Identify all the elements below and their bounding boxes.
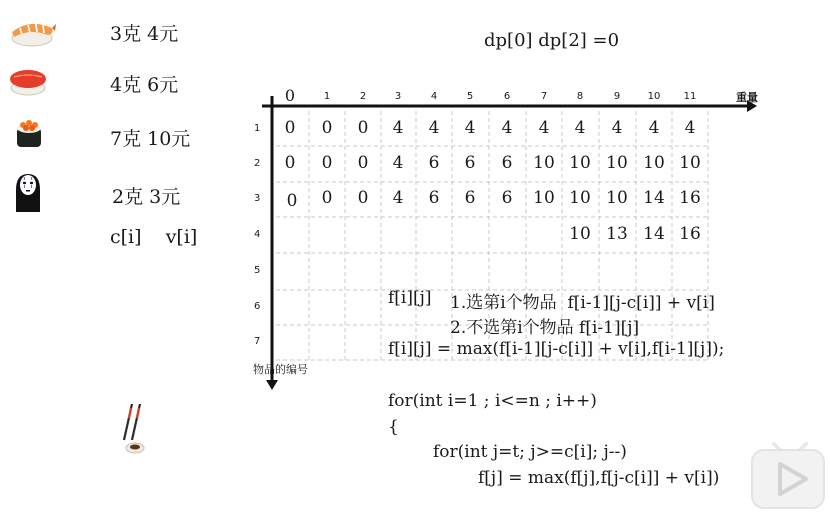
row-header: 5 <box>254 265 261 276</box>
column-header: 11 <box>683 91 697 102</box>
dp-cell: 0 <box>357 153 369 173</box>
dp-cell: 0 <box>321 188 333 208</box>
dp-cell: 4 <box>648 118 660 138</box>
dp-cell: 10 <box>569 188 591 208</box>
row-header: 2 <box>254 158 261 169</box>
column-header: 5 <box>466 91 474 102</box>
row-header: 1 <box>254 123 261 134</box>
row-header: 3 <box>254 193 261 204</box>
dp-cell: 4 <box>392 153 404 173</box>
dp-cell: 10 <box>679 153 701 173</box>
dp-cell: 16 <box>679 224 701 244</box>
dp-cell: 4 <box>574 118 586 138</box>
x-axis-label: 重量 <box>736 91 758 104</box>
dp-cell: 4 <box>538 118 550 138</box>
play-button-icon <box>748 434 828 514</box>
dp-cell: 6 <box>501 188 513 208</box>
dp-cell: 0 <box>321 153 333 173</box>
dp-cell: 10 <box>569 153 591 173</box>
item-2-label: 4克 6元 <box>110 74 179 96</box>
formula-option-1: 1.选第i个物品 f[i-1][j-c[i]] + v[i] <box>450 293 715 313</box>
column-header: 2 <box>359 91 367 102</box>
row-header: 6 <box>254 301 261 312</box>
dp-cell: 6 <box>464 153 476 173</box>
dp-cell: 4 <box>428 118 440 138</box>
dp-cell: 6 <box>428 153 440 173</box>
dp-cell: 10 <box>533 153 555 173</box>
dp-cell: 14 <box>643 224 665 244</box>
dp-cell: 0 <box>321 118 333 138</box>
chopsticks-decoration <box>118 400 158 458</box>
play-button[interactable] <box>748 434 828 514</box>
item-4-label: 2克 3元 <box>112 186 181 208</box>
dp-cell: 10 <box>643 153 665 173</box>
chopsticks-icon <box>118 400 158 458</box>
formula-recurrence: f[i][j] = max(f[i-1][j-c[i]] + v[i],f[i-1][j]); <box>388 339 725 359</box>
item-1-label: 3克 4元 <box>110 23 179 45</box>
column-header: 0 <box>284 86 296 105</box>
dp-cell: 0 <box>284 153 296 173</box>
dp-cell: 4 <box>392 118 404 138</box>
dp-cell: 4 <box>684 118 696 138</box>
row-header: 7 <box>254 336 261 347</box>
dp-title: dp[0] dp[2] =0 <box>484 30 620 51</box>
dp-cell: 14 <box>643 188 665 208</box>
column-header: 6 <box>503 91 511 102</box>
row-header: 4 <box>254 229 261 240</box>
item-3-label: 7克 10元 <box>110 128 191 150</box>
code-line-outer-for: for(int i=1 ; i<=n ; i++) <box>388 391 597 411</box>
dp-cell: 6 <box>464 188 476 208</box>
y-axis-arrowhead <box>266 380 278 390</box>
dp-cell: 0 <box>286 191 298 211</box>
dp-cell: 10 <box>606 153 628 173</box>
code-line-update: f[j] = max(f[j],f[j-c[i]] + v[i]) <box>478 468 720 488</box>
column-header: 10 <box>647 91 661 102</box>
column-header: 8 <box>576 91 584 102</box>
column-header: 4 <box>430 91 438 102</box>
dp-cell: 4 <box>464 118 476 138</box>
code-line-inner-for: for(int j=t; j>=c[i]; j--) <box>433 442 627 462</box>
dp-cell: 0 <box>357 118 369 138</box>
dp-cell: 10 <box>569 224 591 244</box>
arrays-label: c[i] v[i] <box>110 226 198 248</box>
dp-cell: 0 <box>357 188 369 208</box>
dp-cell: 6 <box>501 153 513 173</box>
dp-cell: 4 <box>392 188 404 208</box>
dp-cell: 4 <box>611 118 623 138</box>
dp-cell: 10 <box>606 188 628 208</box>
dp-cell: 10 <box>533 188 555 208</box>
formula-option-2: 2.不选第i个物品 f[i-1][j] <box>450 318 640 338</box>
dp-cell: 4 <box>501 118 513 138</box>
dp-cell: 13 <box>606 224 628 244</box>
column-header: 7 <box>540 91 548 102</box>
column-header: 3 <box>394 91 402 102</box>
column-header: 1 <box>323 91 331 102</box>
dp-cell: 16 <box>679 188 701 208</box>
dp-cell: 6 <box>428 188 440 208</box>
code-line-brace: { <box>388 417 399 437</box>
y-axis-label: 物品的编号 <box>253 363 308 376</box>
dp-cell: 0 <box>284 118 296 138</box>
formula-lhs: f[i][j] <box>388 288 432 308</box>
column-header: 9 <box>613 91 621 102</box>
